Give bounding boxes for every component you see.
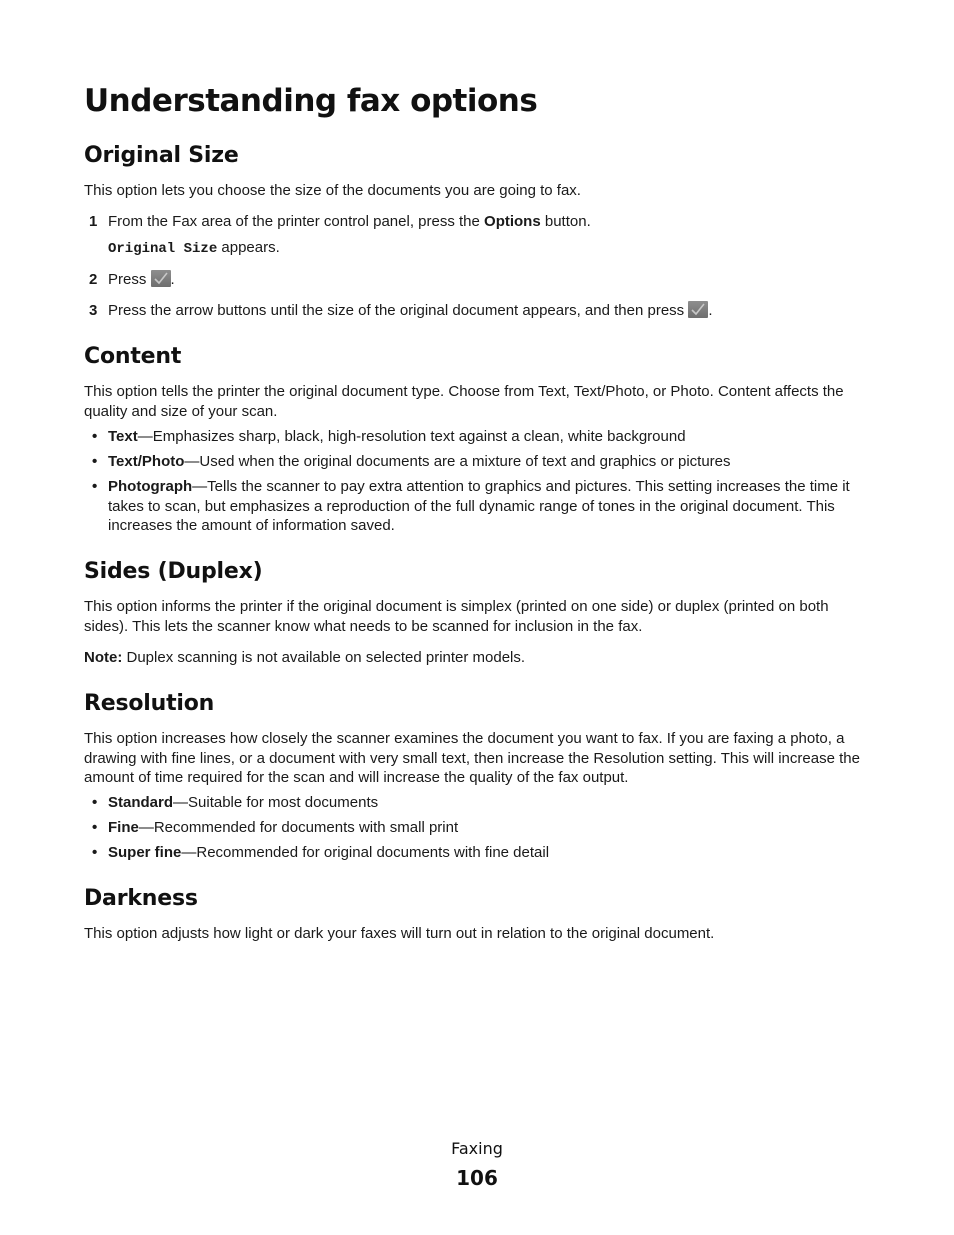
page-number: 106 — [456, 1166, 498, 1190]
bullet-desc: —Used when the original documents are a mixture of text and graphics or pictures — [184, 453, 731, 470]
step-text: button. — [540, 213, 591, 230]
resolution-intro: This option increases how closely the scanner examines the document you want to fax. If you are faxing a photo, a drawing with fine lines, or a document with very small text, then increase the Resolution setting. This will increase the amount of time required for the scan and will increase the quality of the fax output. — [84, 730, 860, 786]
step-text: Press — [108, 271, 151, 288]
heading-darkness: Darkness — [84, 886, 198, 911]
bullet-desc: —Tells the scanner to pay extra attention to graphics and pictures. This setting increases the time it takes to scan, but emphasizes a reproduction of the full dynamic range of tones in the original document. This increases the amount of information saved. — [108, 478, 850, 534]
step-text: Press the arrow buttons until the size of the original document appears, and then press — [108, 302, 689, 319]
bullet-desc: —Emphasizes sharp, black, high-resolution text against a clean, white background — [137, 428, 686, 445]
bullet-desc: —Recommended for original documents with fine detail — [181, 844, 550, 861]
bullet-term: Text/Photo — [108, 453, 185, 470]
content-intro: This option tells the printer the original document type. Choose from Text, Text/Photo, or Photo. Content affects the quality and size of your scan. — [84, 383, 844, 420]
bullet-icon: • — [92, 428, 98, 445]
bullet-icon: • — [92, 794, 98, 811]
bullet-icon: • — [92, 819, 98, 836]
options-button-label: Options — [484, 213, 541, 230]
checkmark-button-icon — [151, 270, 171, 287]
sides-intro: This option informs the printer if the original document is simplex (printed on one side) or duplex (printed on both sides). This lets the scanner know what needs to be scanned for inclusion in the fax. — [84, 598, 829, 635]
footer-section-label: Faxing — [451, 1139, 503, 1158]
bullet-desc: —Suitable for most documents — [173, 794, 379, 811]
checkmark-button-icon — [688, 301, 708, 318]
heading-resolution: Resolution — [84, 691, 215, 716]
display-message: Original Size — [108, 241, 218, 257]
heading-original-size: Original Size — [84, 143, 239, 168]
sides-note — [84, 648, 872, 668]
step-number: 2 — [89, 271, 98, 288]
note-label: Note: — [84, 649, 123, 666]
bullet-term: Text — [108, 428, 138, 445]
heading-content: Content — [84, 344, 182, 369]
step-text: From the Fax area of the printer control panel, press the — [108, 213, 485, 230]
bullet-term: Super fine — [108, 844, 182, 861]
bullet-term: Photograph — [108, 478, 193, 495]
step-number: 3 — [89, 302, 98, 319]
bullet-term: Fine — [108, 819, 139, 836]
page-title: Understanding fax options — [84, 83, 538, 119]
step-text: appears. — [217, 239, 280, 256]
original-size-intro: This option lets you choose the size of the documents you are going to fax. — [84, 182, 581, 199]
step-text: . — [170, 271, 175, 288]
bullet-term: Standard — [108, 794, 174, 811]
note-text: Duplex scanning is not available on selected printer models. — [122, 649, 526, 666]
bullet-icon: • — [92, 844, 98, 861]
bullet-icon: • — [92, 478, 98, 495]
step-text: . — [708, 302, 713, 319]
bullet-desc: —Recommended for documents with small print — [138, 819, 459, 836]
step-number: 1 — [89, 213, 98, 230]
heading-sides-duplex: Sides (Duplex) — [84, 559, 263, 584]
darkness-intro: This option adjusts how light or dark your faxes will turn out in relation to the original document. — [84, 925, 715, 942]
bullet-icon: • — [92, 453, 98, 470]
